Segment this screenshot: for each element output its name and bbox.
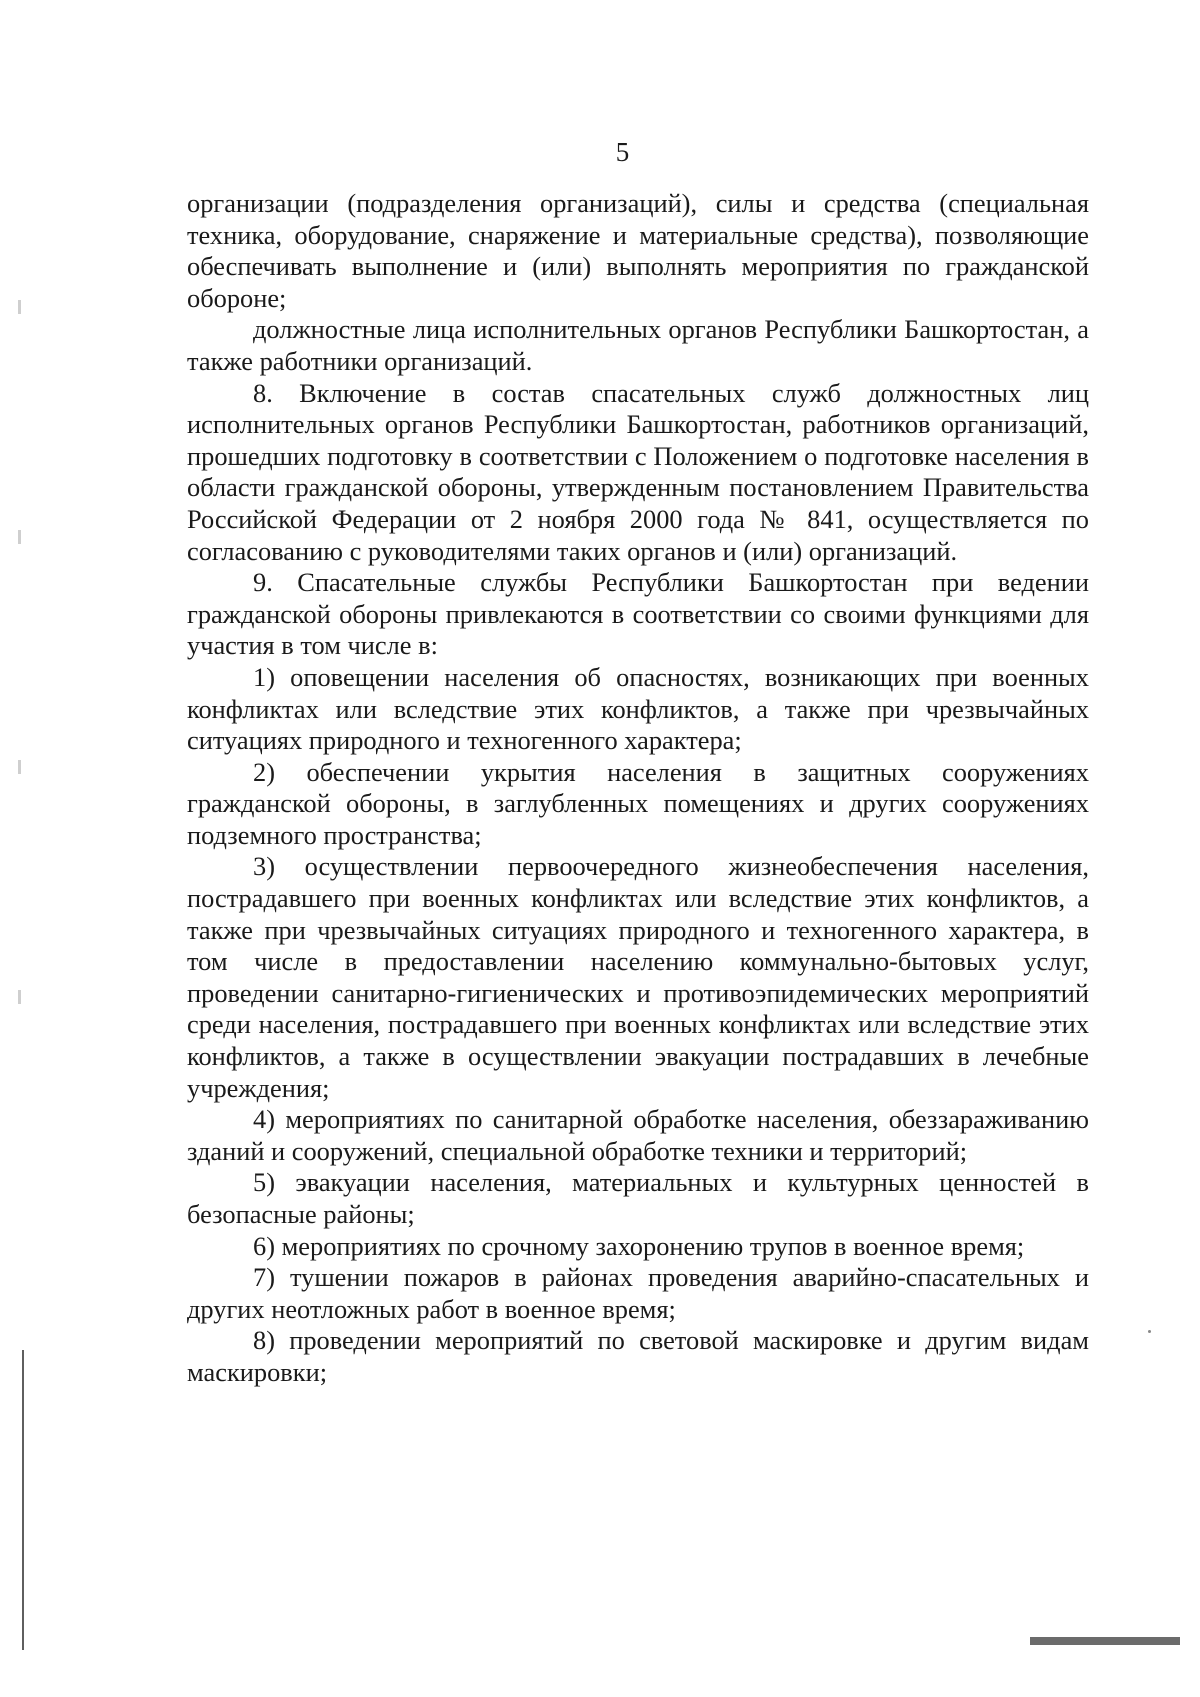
- scan-mark: [18, 760, 21, 774]
- list-item-6: 6) мероприятиях по срочному захоронению трупов в военное время;: [253, 1230, 1025, 1261]
- document-body: [187, 188, 1089, 1389]
- scan-mark: [18, 300, 21, 314]
- list-item-3: 3) осуществлении первоочередного жизнеобеспечения населения, пострадавшего при военных конфликтах или вследствие этих конфликтов, а также при чрезвычайных ситуациях природного и техногенного характера, в том числе в предоставлении населению коммунально-бытовых услуг, проведении санитарно-гигиенических и противоэпидемических мероприятий среди населения, пострадавшего при военных конфликтах или вследствие этих конфликтов, а также в осуществлении эвакуации пострадавших в лечебные учреждения;: [187, 851, 1089, 1103]
- list-item-8: 8) проведении мероприятий по световой маскировке и другим видам маскировки;: [187, 1325, 1089, 1387]
- scan-dot: [1148, 1330, 1151, 1333]
- list-item-5: 5) эвакуации населения, материальных и культурных ценностей в безопасные районы;: [187, 1167, 1089, 1229]
- paragraph-officials: должностные лица исполнительных органов Республики Башкортостан, а также работники организаций.: [187, 314, 1089, 376]
- scan-bottom-bar: [1030, 1637, 1180, 1645]
- scan-mark: [18, 990, 21, 1004]
- list-item-4: 4) мероприятиях по санитарной обработке населения, обеззараживанию зданий и сооружений, специальной обработке техники и территорий;: [187, 1104, 1089, 1166]
- paragraph-organizations: организации (подразделения организаций), силы и средства (специальная техника, оборудование, снаряжение и материальные средства), позволяющие обеспечивать выполнение и (или) выполнять мероприятия по гражданской обороне;: [187, 188, 1089, 313]
- scan-edge-line: [22, 1350, 24, 1650]
- list-item-2: 2) обеспечении укрытия населения в защитных сооружениях гражданской обороны, в заглубленных помещениях и других сооружениях подземного пространства;: [187, 756, 1089, 850]
- list-item-1: 1) оповещении населения об опасностях, возникающих при военных конфликтах или вследствие этих конфликтов, а также при чрезвычайных ситуациях природного и техногенного характера;: [187, 661, 1089, 756]
- paragraph-item-8: 8. Включение в состав спасательных служб должностных лиц исполнительных органов Республики Башкортостан, работников организаций, прошедших подготовку в соответствии с Положением о подготовке населения в области гражданской обороны, утвержденным постановлением Правительства Российской Федерации от 2 ноября 2000 года № 841, осуществляется по согласованию с руководителями таких органов и (или) организаций.: [187, 377, 1089, 566]
- page-number: 5: [615, 137, 630, 167]
- paragraph-item-9: 9. Спасательные службы Республики Башкортостан при ведении гражданской обороны привлекаются в соответствии со своими функциями для участия в том числе в:: [187, 567, 1089, 661]
- list-item-7: 7) тушении пожаров в районах проведения аварийно-спасательных и других неотложных работ в военное время;: [187, 1262, 1089, 1324]
- scan-mark: [18, 530, 21, 544]
